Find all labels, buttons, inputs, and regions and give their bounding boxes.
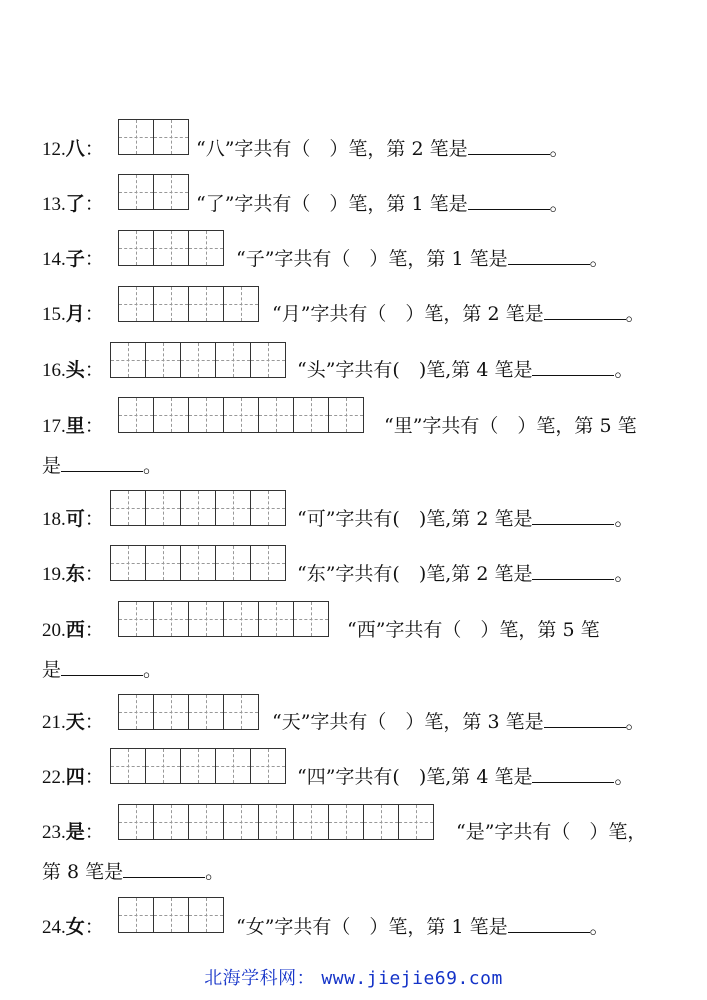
grid-cell[interactable] <box>188 397 224 433</box>
writing-grid-22[interactable] <box>110 748 286 784</box>
question-text-14: “子”字共有（ ）笔，第 1 笔是 。 <box>236 248 609 270</box>
writing-grid-12[interactable] <box>118 119 189 155</box>
item-label-15: 15.月： <box>42 303 104 325</box>
item-label-14: 14.子： <box>42 248 104 270</box>
item-label-12: 12.八： <box>42 138 104 160</box>
grid-cell[interactable] <box>250 545 286 581</box>
item-label-17: 17.里： <box>42 415 104 437</box>
grid-cell[interactable] <box>250 342 286 378</box>
grid-cell[interactable] <box>145 490 181 526</box>
answer-blank-18[interactable] <box>532 506 614 525</box>
question-text-17-cont: 是 。 <box>42 455 163 477</box>
answer-blank-13[interactable] <box>468 191 550 210</box>
answer-blank-16[interactable] <box>532 357 614 376</box>
grid-cell[interactable] <box>118 230 154 266</box>
grid-cell[interactable] <box>153 897 189 933</box>
question-text-15: “月”字共有（ ）笔，第 2 笔是 。 <box>272 303 645 325</box>
writing-grid-24[interactable] <box>118 897 224 933</box>
grid-cell[interactable] <box>215 545 251 581</box>
answer-blank-12[interactable] <box>468 136 550 155</box>
grid-cell[interactable] <box>188 601 224 637</box>
grid-cell[interactable] <box>293 601 329 637</box>
question-text-21: “天”字共有（ ）笔，第 3 笔是 。 <box>272 711 645 733</box>
grid-cell[interactable] <box>215 748 251 784</box>
grid-cell[interactable] <box>223 804 259 840</box>
grid-cell[interactable] <box>153 397 189 433</box>
grid-cell[interactable] <box>110 490 146 526</box>
question-text-16: “头”字共有( )笔,第 4 笔是 。 <box>297 359 634 381</box>
grid-cell[interactable] <box>250 490 286 526</box>
question-text-17: “里”字共有（ ）笔，第 5 笔 <box>384 415 637 437</box>
writing-grid-14[interactable] <box>118 230 224 266</box>
writing-grid-17[interactable] <box>118 397 364 433</box>
writing-grid-23[interactable] <box>118 804 434 840</box>
grid-cell[interactable] <box>293 804 329 840</box>
grid-cell[interactable] <box>110 342 146 378</box>
grid-cell[interactable] <box>258 804 294 840</box>
item-label-19: 19.东： <box>42 563 104 585</box>
item-label-24: 24.女： <box>42 916 104 938</box>
grid-cell[interactable] <box>180 545 216 581</box>
grid-cell[interactable] <box>118 897 154 933</box>
item-label-16: 16.头： <box>42 359 104 381</box>
grid-cell[interactable] <box>153 174 189 210</box>
item-label-22: 22.四： <box>42 766 104 788</box>
writing-grid-13[interactable] <box>118 174 189 210</box>
grid-cell[interactable] <box>153 601 189 637</box>
grid-cell[interactable] <box>118 804 154 840</box>
grid-cell[interactable] <box>118 119 154 155</box>
grid-cell[interactable] <box>145 748 181 784</box>
grid-cell[interactable] <box>145 545 181 581</box>
grid-cell[interactable] <box>258 397 294 433</box>
footer-watermark: 北海学科网： www.jiejie69.com <box>204 968 503 989</box>
question-text-23-cont: 第 8 笔是 。 <box>42 861 225 883</box>
answer-blank-19[interactable] <box>532 561 614 580</box>
writing-grid-15[interactable] <box>118 286 259 322</box>
answer-blank-22[interactable] <box>532 764 614 783</box>
grid-cell[interactable] <box>153 694 189 730</box>
grid-cell[interactable] <box>188 694 224 730</box>
item-label-21: 21.天： <box>42 711 104 733</box>
grid-cell[interactable] <box>118 397 154 433</box>
grid-cell[interactable] <box>215 342 251 378</box>
grid-cell[interactable] <box>188 804 224 840</box>
question-text-23: “是”字共有（ ）笔， <box>456 821 647 843</box>
grid-cell[interactable] <box>223 397 259 433</box>
answer-blank-17[interactable] <box>61 453 143 472</box>
grid-cell[interactable] <box>363 804 399 840</box>
answer-blank-23[interactable] <box>123 859 205 878</box>
grid-cell[interactable] <box>328 804 364 840</box>
answer-blank-24[interactable] <box>508 914 590 933</box>
grid-cell[interactable] <box>118 601 154 637</box>
answer-blank-15[interactable] <box>544 301 626 320</box>
grid-cell[interactable] <box>293 397 329 433</box>
grid-cell[interactable] <box>110 748 146 784</box>
question-text-20-cont: 是 。 <box>42 659 163 681</box>
grid-cell[interactable] <box>223 694 259 730</box>
footer-url[interactable]: www.jiejie69.com <box>321 968 503 989</box>
writing-grid-18[interactable] <box>110 490 286 526</box>
grid-cell[interactable] <box>153 804 189 840</box>
grid-cell[interactable] <box>180 342 216 378</box>
grid-cell[interactable] <box>153 230 189 266</box>
answer-blank-21[interactable] <box>544 709 626 728</box>
grid-cell[interactable] <box>188 230 224 266</box>
grid-cell[interactable] <box>188 286 224 322</box>
grid-cell[interactable] <box>153 286 189 322</box>
grid-cell[interactable] <box>153 119 189 155</box>
item-label-13: 13.了： <box>42 193 104 215</box>
grid-cell[interactable] <box>118 174 154 210</box>
grid-cell[interactable] <box>180 748 216 784</box>
writing-grid-16[interactable] <box>110 342 286 378</box>
question-text-22: “四”字共有( )笔,第 4 笔是 。 <box>297 766 634 788</box>
item-label-23: 23.是： <box>42 821 104 843</box>
item-label-20: 20.西： <box>42 619 104 641</box>
grid-cell[interactable] <box>250 748 286 784</box>
grid-cell[interactable] <box>398 804 434 840</box>
grid-cell[interactable] <box>180 490 216 526</box>
writing-grid-19[interactable] <box>110 545 286 581</box>
grid-cell[interactable] <box>215 490 251 526</box>
item-label-18: 18.可： <box>42 508 104 530</box>
grid-cell[interactable] <box>188 897 224 933</box>
writing-grid-20[interactable] <box>118 601 329 637</box>
question-text-13: “了”字共有（ ）笔，第 1 笔是 。 <box>196 193 569 215</box>
grid-cell[interactable] <box>258 601 294 637</box>
grid-cell[interactable] <box>110 545 146 581</box>
question-text-12: “八”字共有（ ）笔，第 2 笔是 。 <box>196 138 569 160</box>
answer-blank-20[interactable] <box>61 657 143 676</box>
question-text-20: “西”字共有（ ）笔，第 5 笔 <box>347 619 600 641</box>
question-text-19: “东”字共有( )笔,第 2 笔是 。 <box>297 563 634 585</box>
grid-cell[interactable] <box>223 601 259 637</box>
writing-grid-21[interactable] <box>118 694 259 730</box>
grid-cell[interactable] <box>145 342 181 378</box>
question-text-24: “女”字共有（ ）笔，第 1 笔是 。 <box>236 916 609 938</box>
answer-blank-14[interactable] <box>508 246 590 265</box>
grid-cell[interactable] <box>118 694 154 730</box>
grid-cell[interactable] <box>118 286 154 322</box>
question-text-18: “可”字共有( )笔,第 2 笔是 。 <box>297 508 634 530</box>
grid-cell[interactable] <box>223 286 259 322</box>
grid-cell[interactable] <box>328 397 364 433</box>
